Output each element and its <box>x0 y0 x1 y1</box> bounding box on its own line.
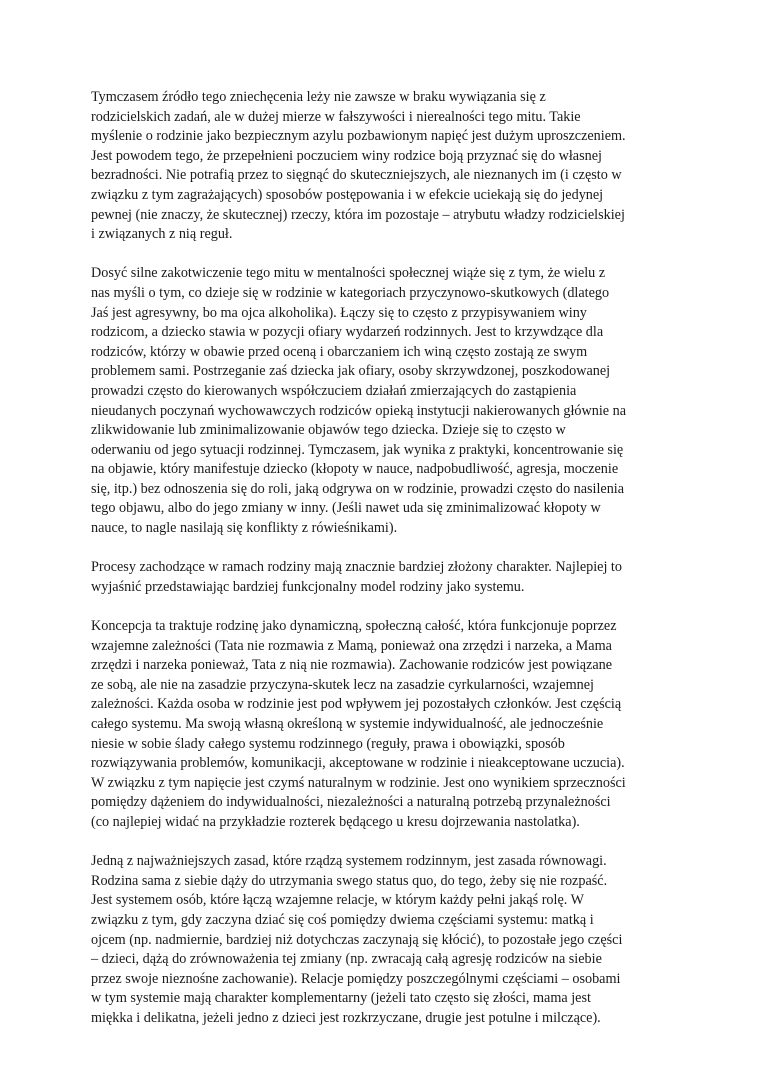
paragraph-family-processes: Procesy zachodzące w ramach rodziny mają znacznie bardziej złożony charakter. Najlepiej to wyjaśnić przedstawiając bardziej funkcjonalny model rodziny jako systemu. <box>91 559 622 595</box>
document-page <box>91 88 680 1048</box>
paragraph-causal-thinking: Dosyć silne zakotwiczenie tego mitu w mentalności społecznej wiąże się z tym, że wielu z nas myśli o tym, co dzieje się w rodzinie w kategoriach przyczynowo-skutkowych (dlatego Jaś jest agresywny, bo ma ojca alkoholika). Łączy się to często z przypisywaniem winy rodzicom, a dziecko stawia w pozycji ofiary wydarzeń rodzinnych. Jest to krzywdzące dla rodziców, którzy w obawie przed oceną i obarczaniem ich winą często zostają ze swym problemem sami. Postrzeganie zaś dziecka jak ofiary, osoby skrzywdzonej, poszkodowanej prowadzi często do kierowanych współczuciem działań zmierzających do zastąpienia nieudanych poczynań wychowawczych rodziców opieką instytucji nakierowanych głównie na zlikwidowanie lub zminimalizowanie objawów tego dziecka. Dzieje się to często w oderwaniu od jego sytuacji rodzinnej. Tymczasem, jak wynika z praktyki, koncentrowanie się na objawie, który manifestuje dziecko (kłopoty w nauce, nadpobudliwość, agresja, moczenie się, itp.) bez odnoszenia się do roli, jaką odgrywa on w rodzinie, prowadzi często do nasilenia tego objawu, albo do jego zmiany w inny. (Jeśli nawet uda się zminimalizować kłopoty w nauce, to nagle nasilają się konflikty z rówieśnikami). <box>91 265 626 537</box>
paragraph-system-concept: Koncepcja ta traktuje rodzinę jako dynamiczną, społeczną całość, która funkcjonuje poprzez wzajemne zależności (Tata nie rozmawia z Mamą, ponieważ ona zrzędzi i narzeka, a Mama zrzędzi i narzeka ponieważ, Tata z nią nie rozmawia). Zachowanie rodziców jest powiązane ze sobą, ale nie na zasadzie przyczyna-skutek lecz na zasadzie cyrkularności, wzajemnej zależności. Każda osoba w rodzinie jest pod wpływem jej pozostałych członków. Jest częścią całego systemu. Ma swoją własną określoną w systemie indywidualność, ale jednocześnie niesie w sobie ślady całego systemu rodzinnego (reguły, prawa i obowiązki, sposób rozwiązywania problemów, komunikacji, akceptowane w rodzinie i nieakceptowane uczucia). W związku z tym napięcie jest czymś naturalnym w rodzinie. Jest ono wynikiem sprzeczności pomiędzy dążeniem do indywidualności, niezależności a naturalną potrzebą przynależności (co najlepiej widać na przykładzie rozterek będącego u kresu dojrzewania nastolatka). <box>91 618 626 830</box>
paragraph-balance-principle: Jedną z najważniejszych zasad, które rządzą systemem rodzinnym, jest zasada równowagi. Rodzina sama z siebie dąży do utrzymania swego status quo, do tego, żeby się nie rozpaść. Jest systemem osób, które łączą wzajemne relacje, w którym każdy pełni jakąś rolę. W związku z tym, gdy zaczyna dziać się coś pomiędzy dwiema częściami systemu: matką i ojcem (np. nadmiernie, bardziej niż dotychczas zaczynają się kłócić), to pozostałe jego części – dzieci, dążą do zrównoważenia tej zmiany (np. zwracają całą agresję rodziców na siebie przez swoje nieznośne zachowanie). Relacje pomiędzy poszczególnymi częściami – osobami w tym systemie mają charakter komplementarny (jeżeli tato często się złości, mama jest miękka i delikatna, jeżeli jedno z dzieci jest rozkrzyczane, drugie jest potulne i milczące). <box>91 853 623 1026</box>
paragraph-false-myth: Tymczasem źródło tego zniechęcenia leży nie zawsze w braku wywiązania się z rodzicielskich zadań, ale w dużej mierze w fałszywości i nierealności tego mitu. Takie myślenie o rodzinie jako bezpiecznym azylu pozbawionym napięć jest dużym uproszczeniem. Jest powodem tego, że przepełnieni poczuciem winy rodzice boją przyznać się do własnej bezradności. Nie potrafią przez to sięgnąć do skuteczniejszych, ale nieznanych im (i często w związku z tym zagrażających) sposobów postępowania i w efekcie uciekają się do jedynej pewnej (nie znaczy, że skutecznej) rzeczy, która im pozostaje – atrybutu władzy rodzicielskiej i związanych z nią reguł. <box>91 89 626 243</box>
